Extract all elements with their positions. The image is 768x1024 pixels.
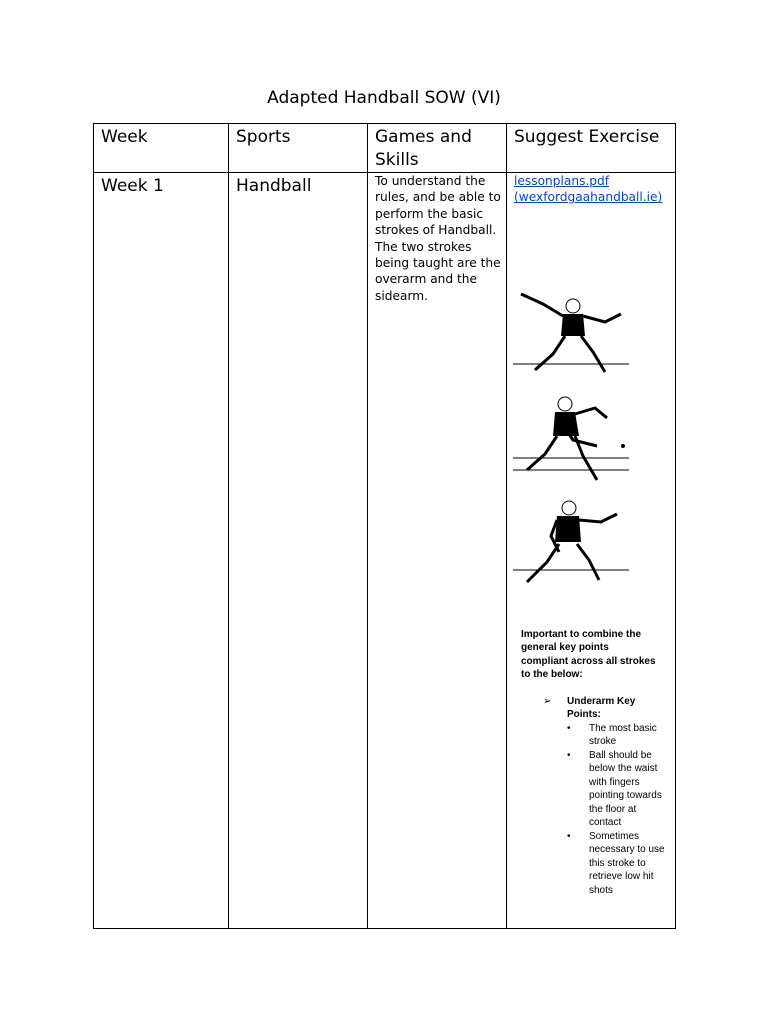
overarm-stroke-figure: [513, 284, 631, 384]
cell-skills: To understand the rules, and be able to perform the basic strokes of Handball. The two strokes being taught are the overarm and the sidearm.: [368, 173, 507, 929]
arrow-bullet-icon: ➢: [543, 695, 552, 707]
general-key-points-intro: Important to combine the general key points compliant across all strokes to the below:: [521, 628, 656, 681]
cell-sport: Handball: [229, 173, 368, 929]
list-item: • Ball should be below the waist with fingers pointing towards the floor at contact: [589, 749, 667, 830]
header-sports: Sports: [229, 124, 368, 173]
key-points-notes: [521, 628, 675, 898]
header-week: Week: [94, 124, 229, 173]
key-points-list: [589, 722, 667, 898]
cell-exercise: [507, 173, 676, 929]
lessonplans-link[interactable]: lessonplans.pdf (wexfordgaahandball.ie): [514, 174, 663, 205]
table-header-row: [94, 124, 676, 173]
key-points-title: Underarm Key Points:: [567, 695, 636, 721]
document-title: Adapted Handball SOW (VI): [267, 88, 501, 108]
stroke-figures: [513, 284, 675, 596]
cell-week: Week 1: [94, 173, 229, 929]
table-row: [94, 173, 676, 929]
sidearm-stroke-figure: [513, 396, 631, 496]
underarm-key-points: [543, 695, 675, 898]
header-suggest-exercise: Suggest Exercise: [507, 124, 676, 173]
scheme-of-work-table: [93, 123, 676, 929]
underarm-stroke-figure: [513, 496, 631, 596]
header-games-and-skills: Games and Skills: [368, 124, 507, 173]
list-item: • The most basic stroke: [589, 722, 667, 749]
list-item: • Sometimes necessary to use this stroke to retrieve low hit shots: [589, 830, 667, 898]
